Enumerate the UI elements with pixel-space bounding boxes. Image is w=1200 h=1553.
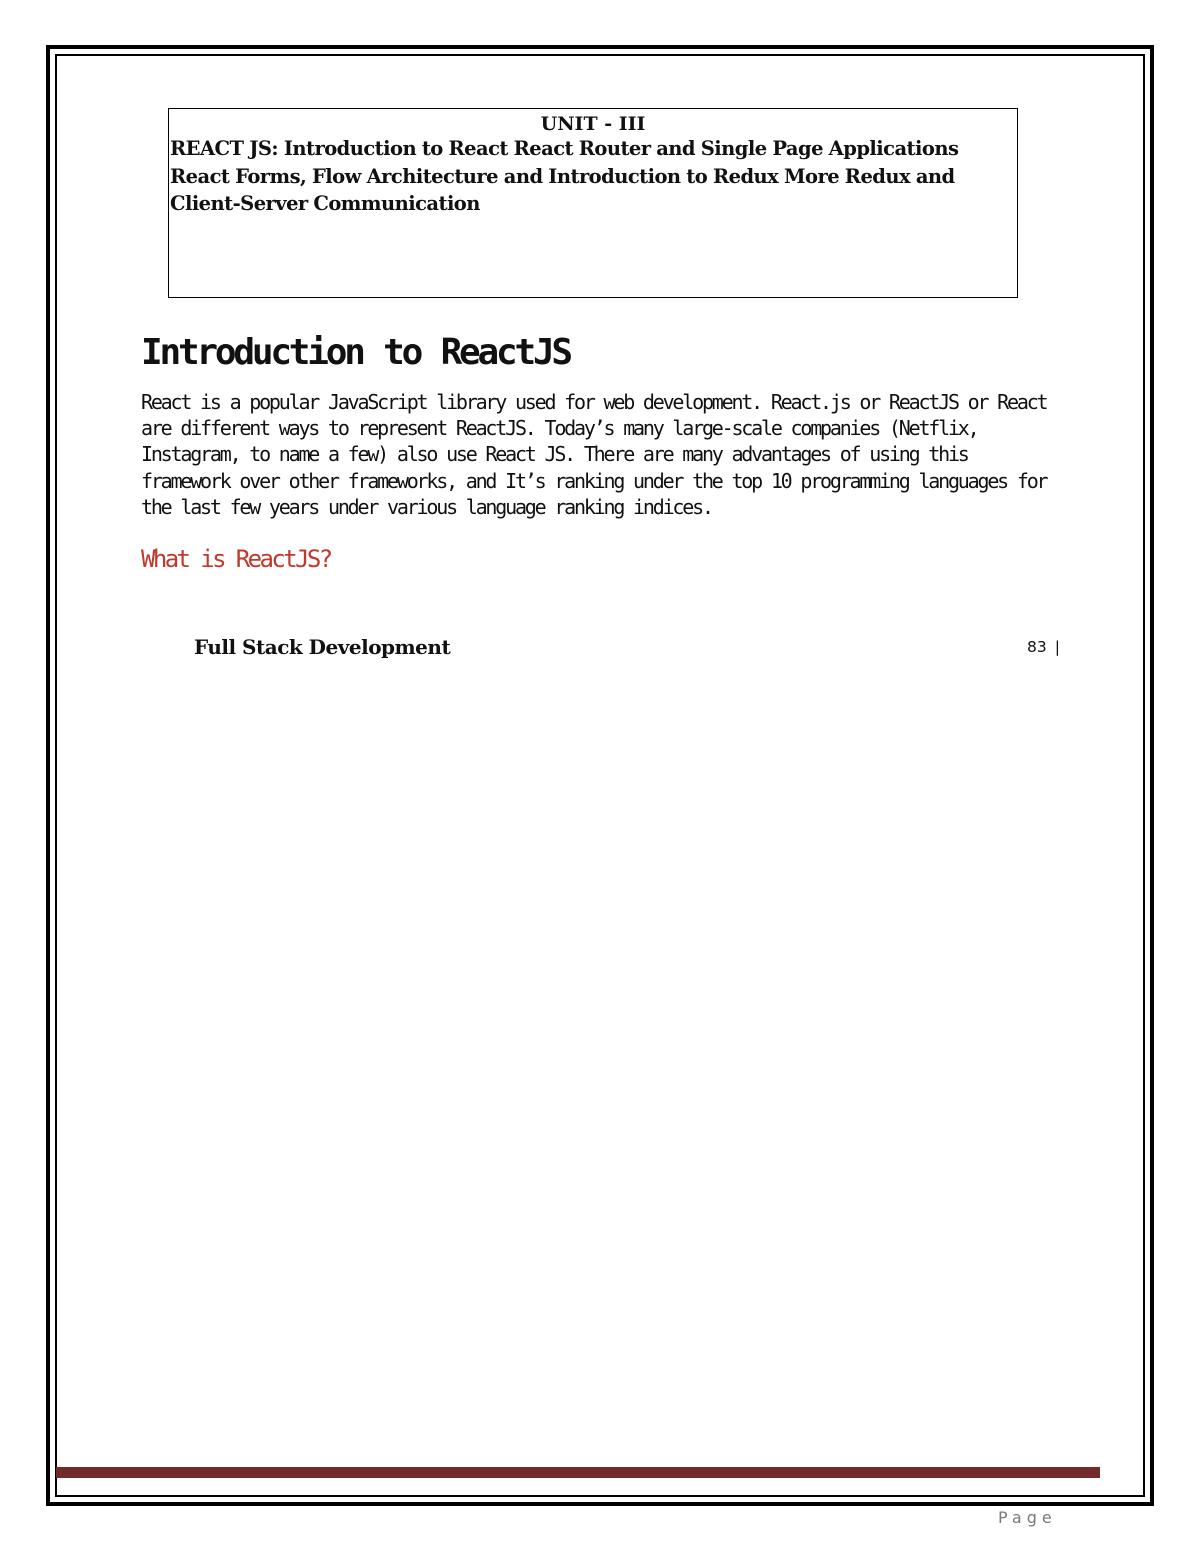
page-label: Page bbox=[998, 1508, 1057, 1527]
intro-paragraph: React is a popular JavaScript library used for web development. React.js or ReactJS or React are different ways to represent ReactJS. Today’s many large-scale companies (Netflix, Instagram, to name a few) also use React JS. There are many advantages of using this framework over other frameworks, and It’s ranking under the top 10 programming languages for the last few years under various language ranking indices. bbox=[141, 390, 1047, 519]
footer-separator: | bbox=[1054, 638, 1060, 656]
unit-summary-box bbox=[168, 108, 1018, 298]
footer-page-number: 83 bbox=[1027, 638, 1047, 656]
section-heading: Introduction to ReactJS bbox=[141, 332, 570, 373]
footer-accent-bar bbox=[56, 1467, 1100, 1478]
footer-page-number-group bbox=[1027, 638, 1060, 656]
section-subheading: What is ReactJS? bbox=[141, 545, 331, 573]
footer-course-title: Full Stack Development bbox=[194, 635, 451, 659]
unit-description: REACT JS: Introduction to React React Router and Single Page Applications React Forms, Flow Architecture and Introduction to Redux More Redux and Client-Server Communication bbox=[170, 137, 959, 215]
unit-title: UNIT - III bbox=[540, 113, 646, 135]
